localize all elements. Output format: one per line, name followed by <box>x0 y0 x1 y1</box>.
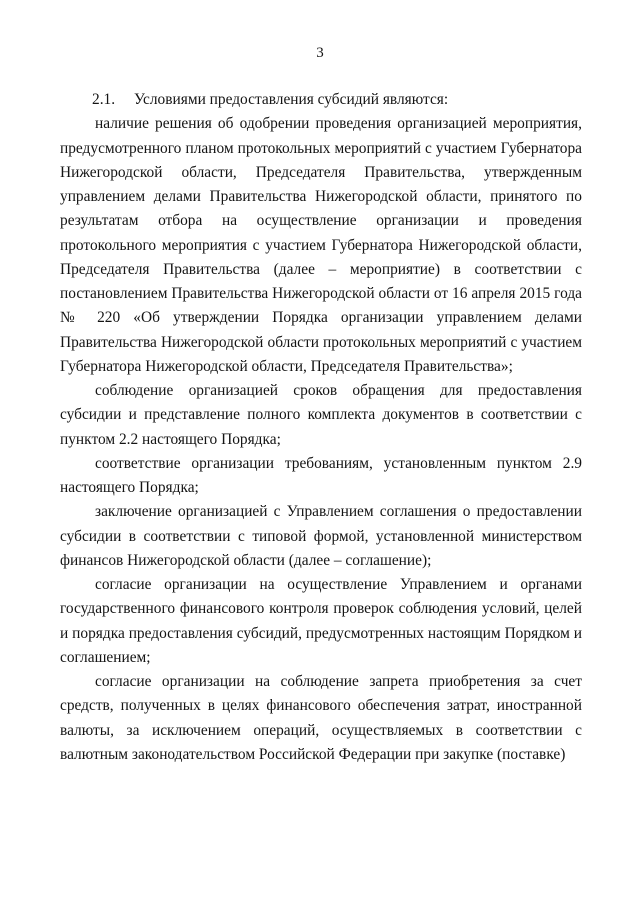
condition-paragraph-inspections: согласие организации на осуществление Управлением и органами государственного финансового контроля проверок соблюдения условий, целей и порядка предоставления субсидий, предусмотренных настоящим Порядком и соглашением; <box>60 576 582 666</box>
section-number: 2.1. <box>92 91 116 108</box>
section-heading <box>60 88 582 112</box>
condition-paragraph-deadlines: соблюдение организацией сроков обращения для предоставления субсидии и представление полного комплекта документов в соответствии с пунктом 2.2 настоящего Порядка; <box>60 382 582 448</box>
condition-paragraph-decision: наличие решения об одобрении проведения организацией мероприятия, предусмотренного планом протокольных мероприятий с участием Губернатора Нижегородской области, Председателя Правительства, утвержденным управлением делами Правительства Нижегородской области, принятого по результатам отбора на осуществление организации и проведения протокольного мероприятия с участием Губернатора Нижегородской области, Председателя Правительства (далее – мероприятие) в соответствии с постановлением Правительства Нижегородской области от 16 апреля 2015 года № 220 «Об утверждении Порядка организации управлением делами Правительства Нижегородской области протокольных мероприятий с участием Губернатора Нижегородской области, Председателя Правительства»; <box>60 115 582 375</box>
page-number: 3 <box>316 45 324 61</box>
condition-paragraph-agreement: заключение организацией с Управлением соглашения о предоставлении субсидии в соответствии с типовой формой, установленной министерством финансов Нижегородской области (далее – соглашение); <box>60 503 582 569</box>
condition-paragraph-requirements: соответствие организации требованиям, установленным пунктом 2.9 настоящего Порядка; <box>60 454 582 496</box>
condition-paragraph-currency-ban: согласие организации на соблюдение запрета приобретения за счет средств, полученных в целях финансового обеспечения затрат, иностранной валюты, за исключением операций, осуществляемых в соответствии с валютным законодательством Российской Федерации при закупке (поставке) <box>60 673 582 763</box>
section-title: Условиями предоставления субсидий являются: <box>134 91 449 108</box>
document-body <box>60 88 582 767</box>
